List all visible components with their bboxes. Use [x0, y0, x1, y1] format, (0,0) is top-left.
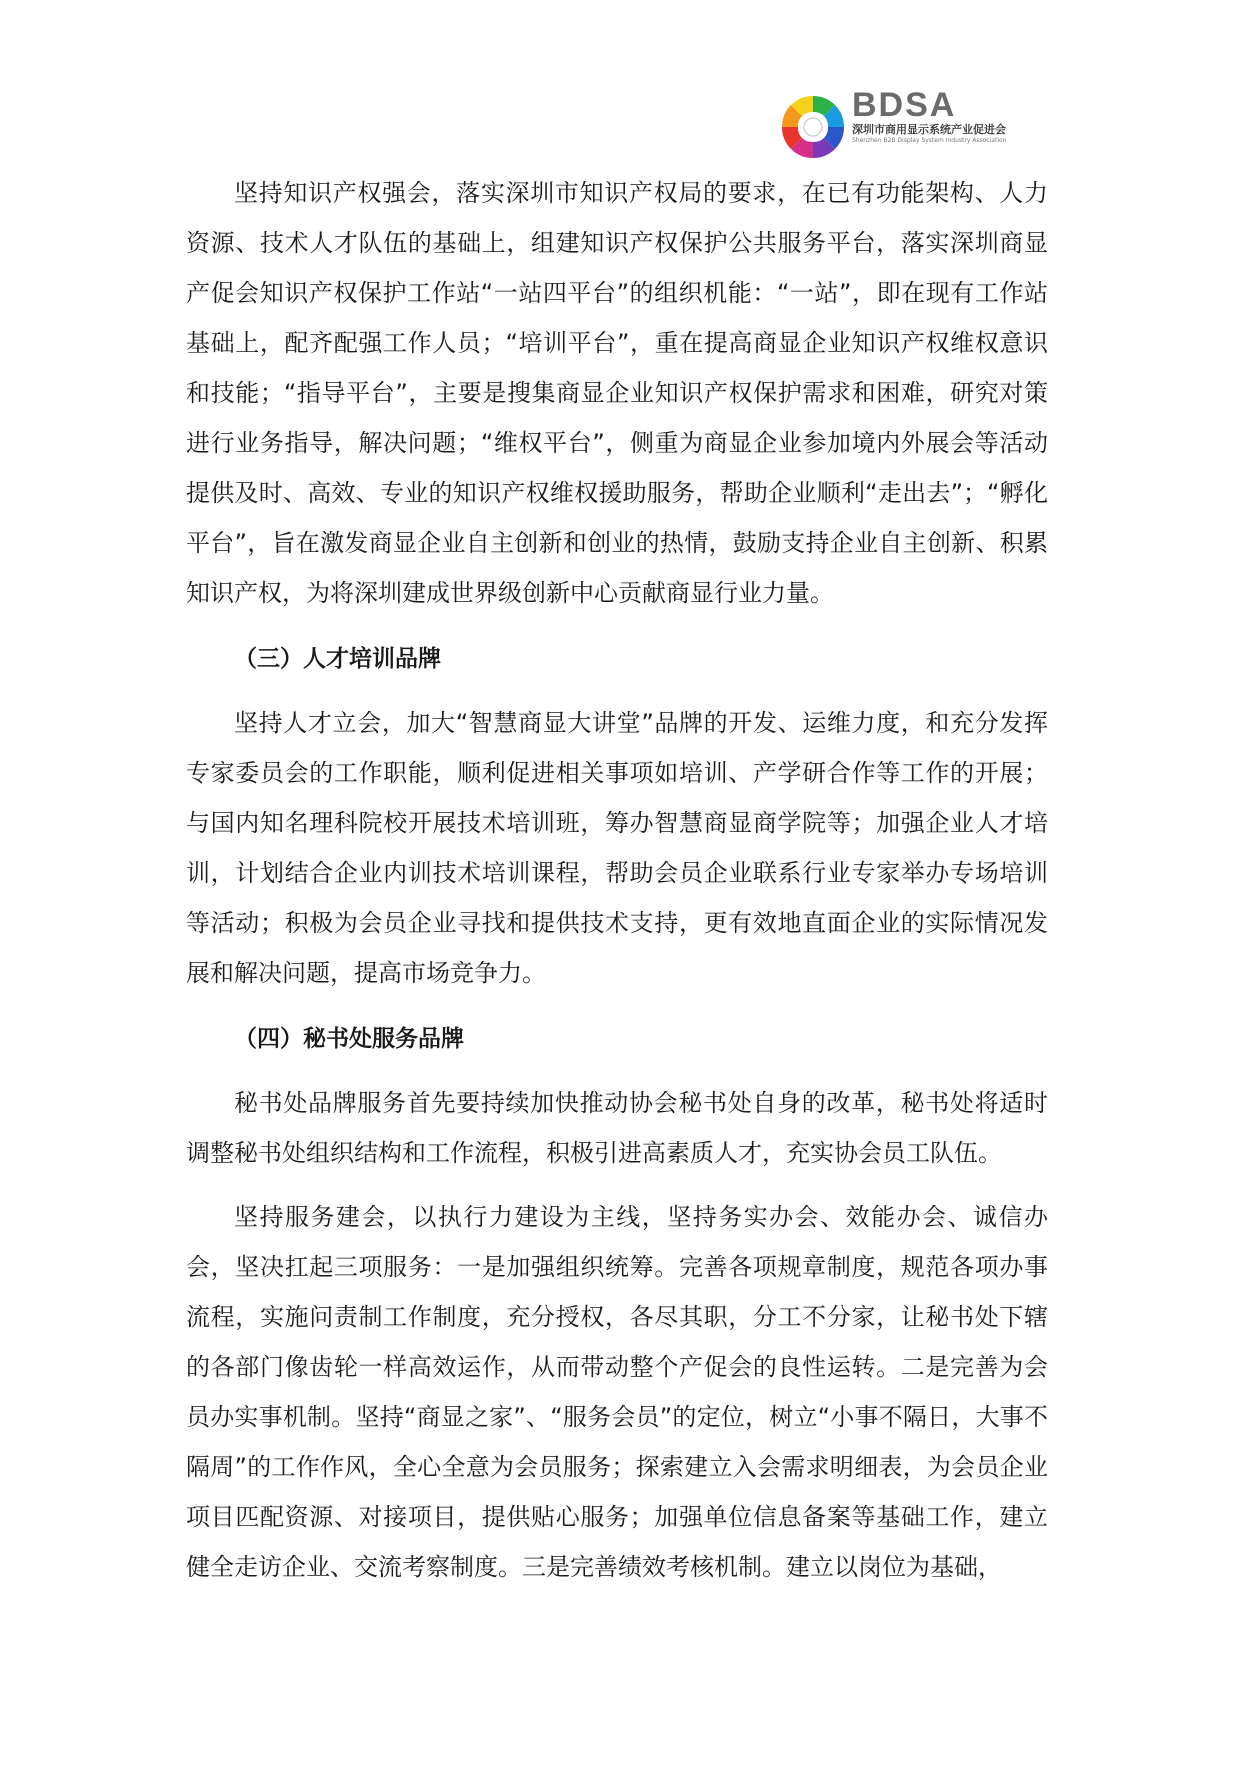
paragraph-talent-training: 坚持人才立会，加大“智慧商显大讲堂”品牌的开发、运维力度，和充分发挥专家委员会的工作职能，顺利促进相关事项如培训、产学研合作等工作的开展；与国内知名理科院校开展技术培训班，筹办智慧商显商学院等；加强企业人才培训，计划结合企业内训技术培训课程，帮助会员企业联系行业专家举办专场培训等活动；积极为会员企业寻找和提供技术支持，更有效地直面企业的实际情况发展和解决问题，提高市场竞争力。 [186, 709, 1048, 987]
paragraph-service-building: 坚持服务建会，以执行力建设为主线，坚持务实办会、效能办会、诚信办会，坚决扛起三项服务：一是加强组织统筹。完善各项规章制度，规范各项办事流程，实施问责制工作制度，充分授权，各尽其职，分工不分家，让秘书处下辖的各部门像齿轮一样高效运作，从而带动整个产促会的良性运转。二是完善为会员办实事机制。坚持“商显之家”、“服务会员”的定位，树立“小事不隔日，大事不隔周”的工作作风，全心全意为会员服务；探索建立入会需求明细表，为会员企业项目匹配资源、对接项目，提供贴心服务；加强单位信息备案等基础工作，建立健全走访企业、交流考察制度。三是完善绩效考核机制。建立以岗位为基础， [186, 1203, 1048, 1581]
heading-talent-training: （三）人才培训品牌 [234, 646, 441, 672]
paragraph-ip-protection: 坚持知识产权强会，落实深圳市知识产权局的要求，在已有功能架构、人力资源、技术人才队伍的基础上，组建知识产权保护公共服务平台，落实深圳商显产促会知识产权保护工作站“一站四平台”的组织机能：“一站”，即在现有工作站基础上，配齐配强工作人员；“培训平台”，重在提高商显企业知识产权维权意识和技能；“指导平台”，主要是搜集商显企业知识产权保护需求和困难，研究对策进行业务指导，解决问题；“维权平台”，侧重为商显企业参加境内外展会等活动提供及时、高效、专业的知识产权维权援助服务，帮助企业顺利“走出去”；“孵化平台”，旨在激发商显企业自主创新和创业的热情，鼓励支持企业自主创新、积累知识产权，为将深圳建成世界级创新中心贡献商显行业力量。 [186, 179, 1048, 607]
logo-subtitle-en: Shenzhen B2B Display System Industry Association [852, 137, 1007, 144]
logo-subtitle-cn: 深圳市商用显示系统产业促进会 [852, 123, 1006, 136]
bdsa-logo [778, 88, 1063, 156]
paragraph-gap [186, 1178, 1048, 1192]
logo-title: BDSA [852, 86, 957, 124]
heading-secretariat-service: （四）秘书处服务品牌 [234, 1026, 464, 1052]
paragraph-secretariat-reform: 秘书处品牌服务首先要持续加快推动协会秘书处自身的改革，秘书处将适时调整秘书处组织结构和工作流程，积极引进高素质人才，充实协会员工队伍。 [186, 1089, 1048, 1167]
logo-text-block [852, 88, 1067, 158]
color-wheel-logo-icon [778, 92, 848, 162]
document-body [186, 168, 1048, 1592]
